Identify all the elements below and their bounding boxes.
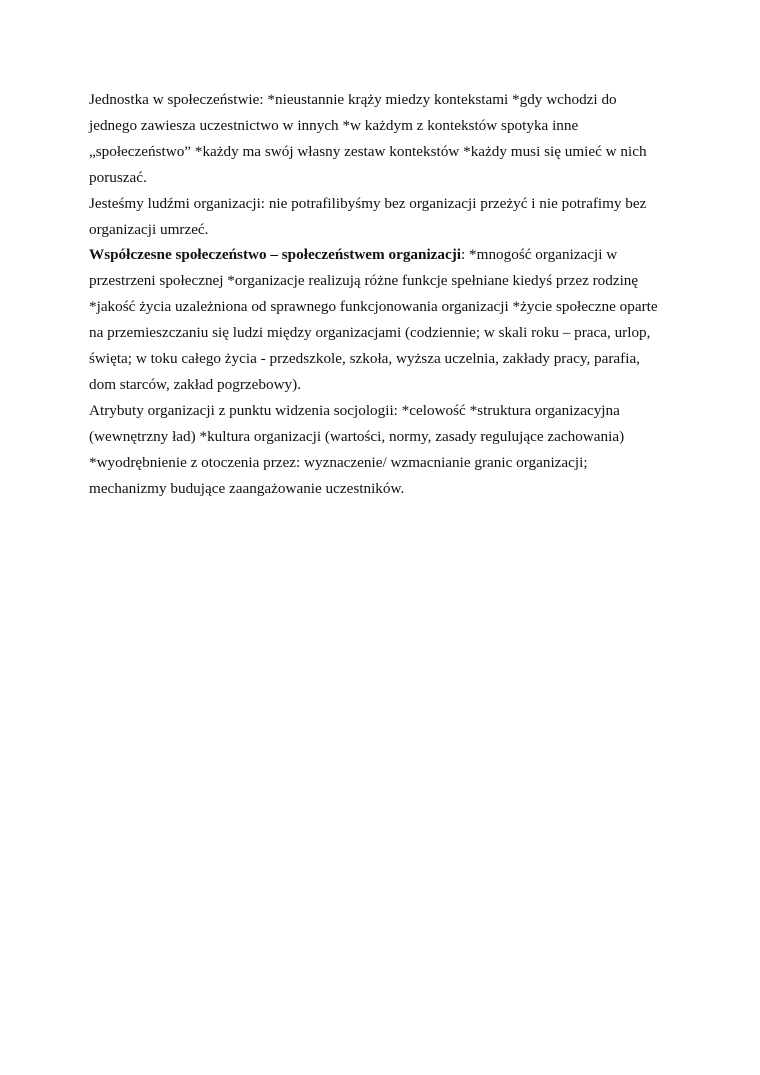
text-line: organizacji umrzeć. — [89, 220, 209, 238]
document-body — [89, 87, 679, 502]
text-line: Atrybuty organizacji z punktu widzenia socjologii: *celowość *struktura organizacyjna — [89, 401, 620, 419]
heading-continuation: : *mnogość organizacji w — [461, 246, 618, 264]
text-line-with-heading — [89, 242, 679, 268]
paragraph-people-of-organizations — [89, 191, 679, 243]
text-line: Jesteśmy ludźmi organizacji: nie potrafilibyśmy bez organizacji przeżyć i nie potrafimy bez — [89, 194, 647, 212]
paragraph-organization-attributes — [89, 398, 679, 502]
paragraph-modern-society — [89, 242, 679, 397]
text-line: mechanizmy budujące zaangażowanie uczestników. — [89, 479, 405, 497]
text-line: „społeczeństwo” *każdy ma swój własny zestaw kontekstów *każdy musi się umieć w nich — [89, 142, 647, 160]
text-line: poruszać. — [89, 168, 147, 186]
text-line: jednego zawiesza uczestnictwo w innych *w każdym z kontekstów spotyka inne — [89, 116, 579, 134]
text-line: na przemieszczaniu się ludzi między organizacjami (codziennie; w skali roku – praca, urlop, — [89, 324, 651, 342]
text-line: Jednostka w społeczeństwie: *nieustannie krąży miedzy kontekstami *gdy wchodzi do — [89, 91, 617, 108]
text-line: *jakość życia uzależniona od sprawnego funkcjonowania organizacji *życie społeczne oparte — [89, 298, 658, 316]
bold-heading: Współczesne społeczeństwo – społeczeństwem organizacji — [89, 246, 462, 264]
text-line: (wewnętrzny ład) *kultura organizacji (wartości, normy, zasady regulujące zachowania) — [89, 427, 625, 445]
text-line: *wyodrębnienie z otoczenia przez: wyznaczenie/ wzmacnianie granic organizacji; — [89, 453, 588, 471]
text-line: przestrzeni społecznej *organizacje realizują różne funkcje spełniane kiedyś przez rodzinę — [89, 272, 639, 290]
text-line: dom starców, zakład pogrzebowy). — [89, 375, 301, 393]
text-line: święta; w toku całego życia - przedszkole, szkoła, wyższa uczelnia, zakłady pracy, parafia, — [89, 350, 640, 368]
paragraph-individual-in-society — [89, 87, 679, 191]
